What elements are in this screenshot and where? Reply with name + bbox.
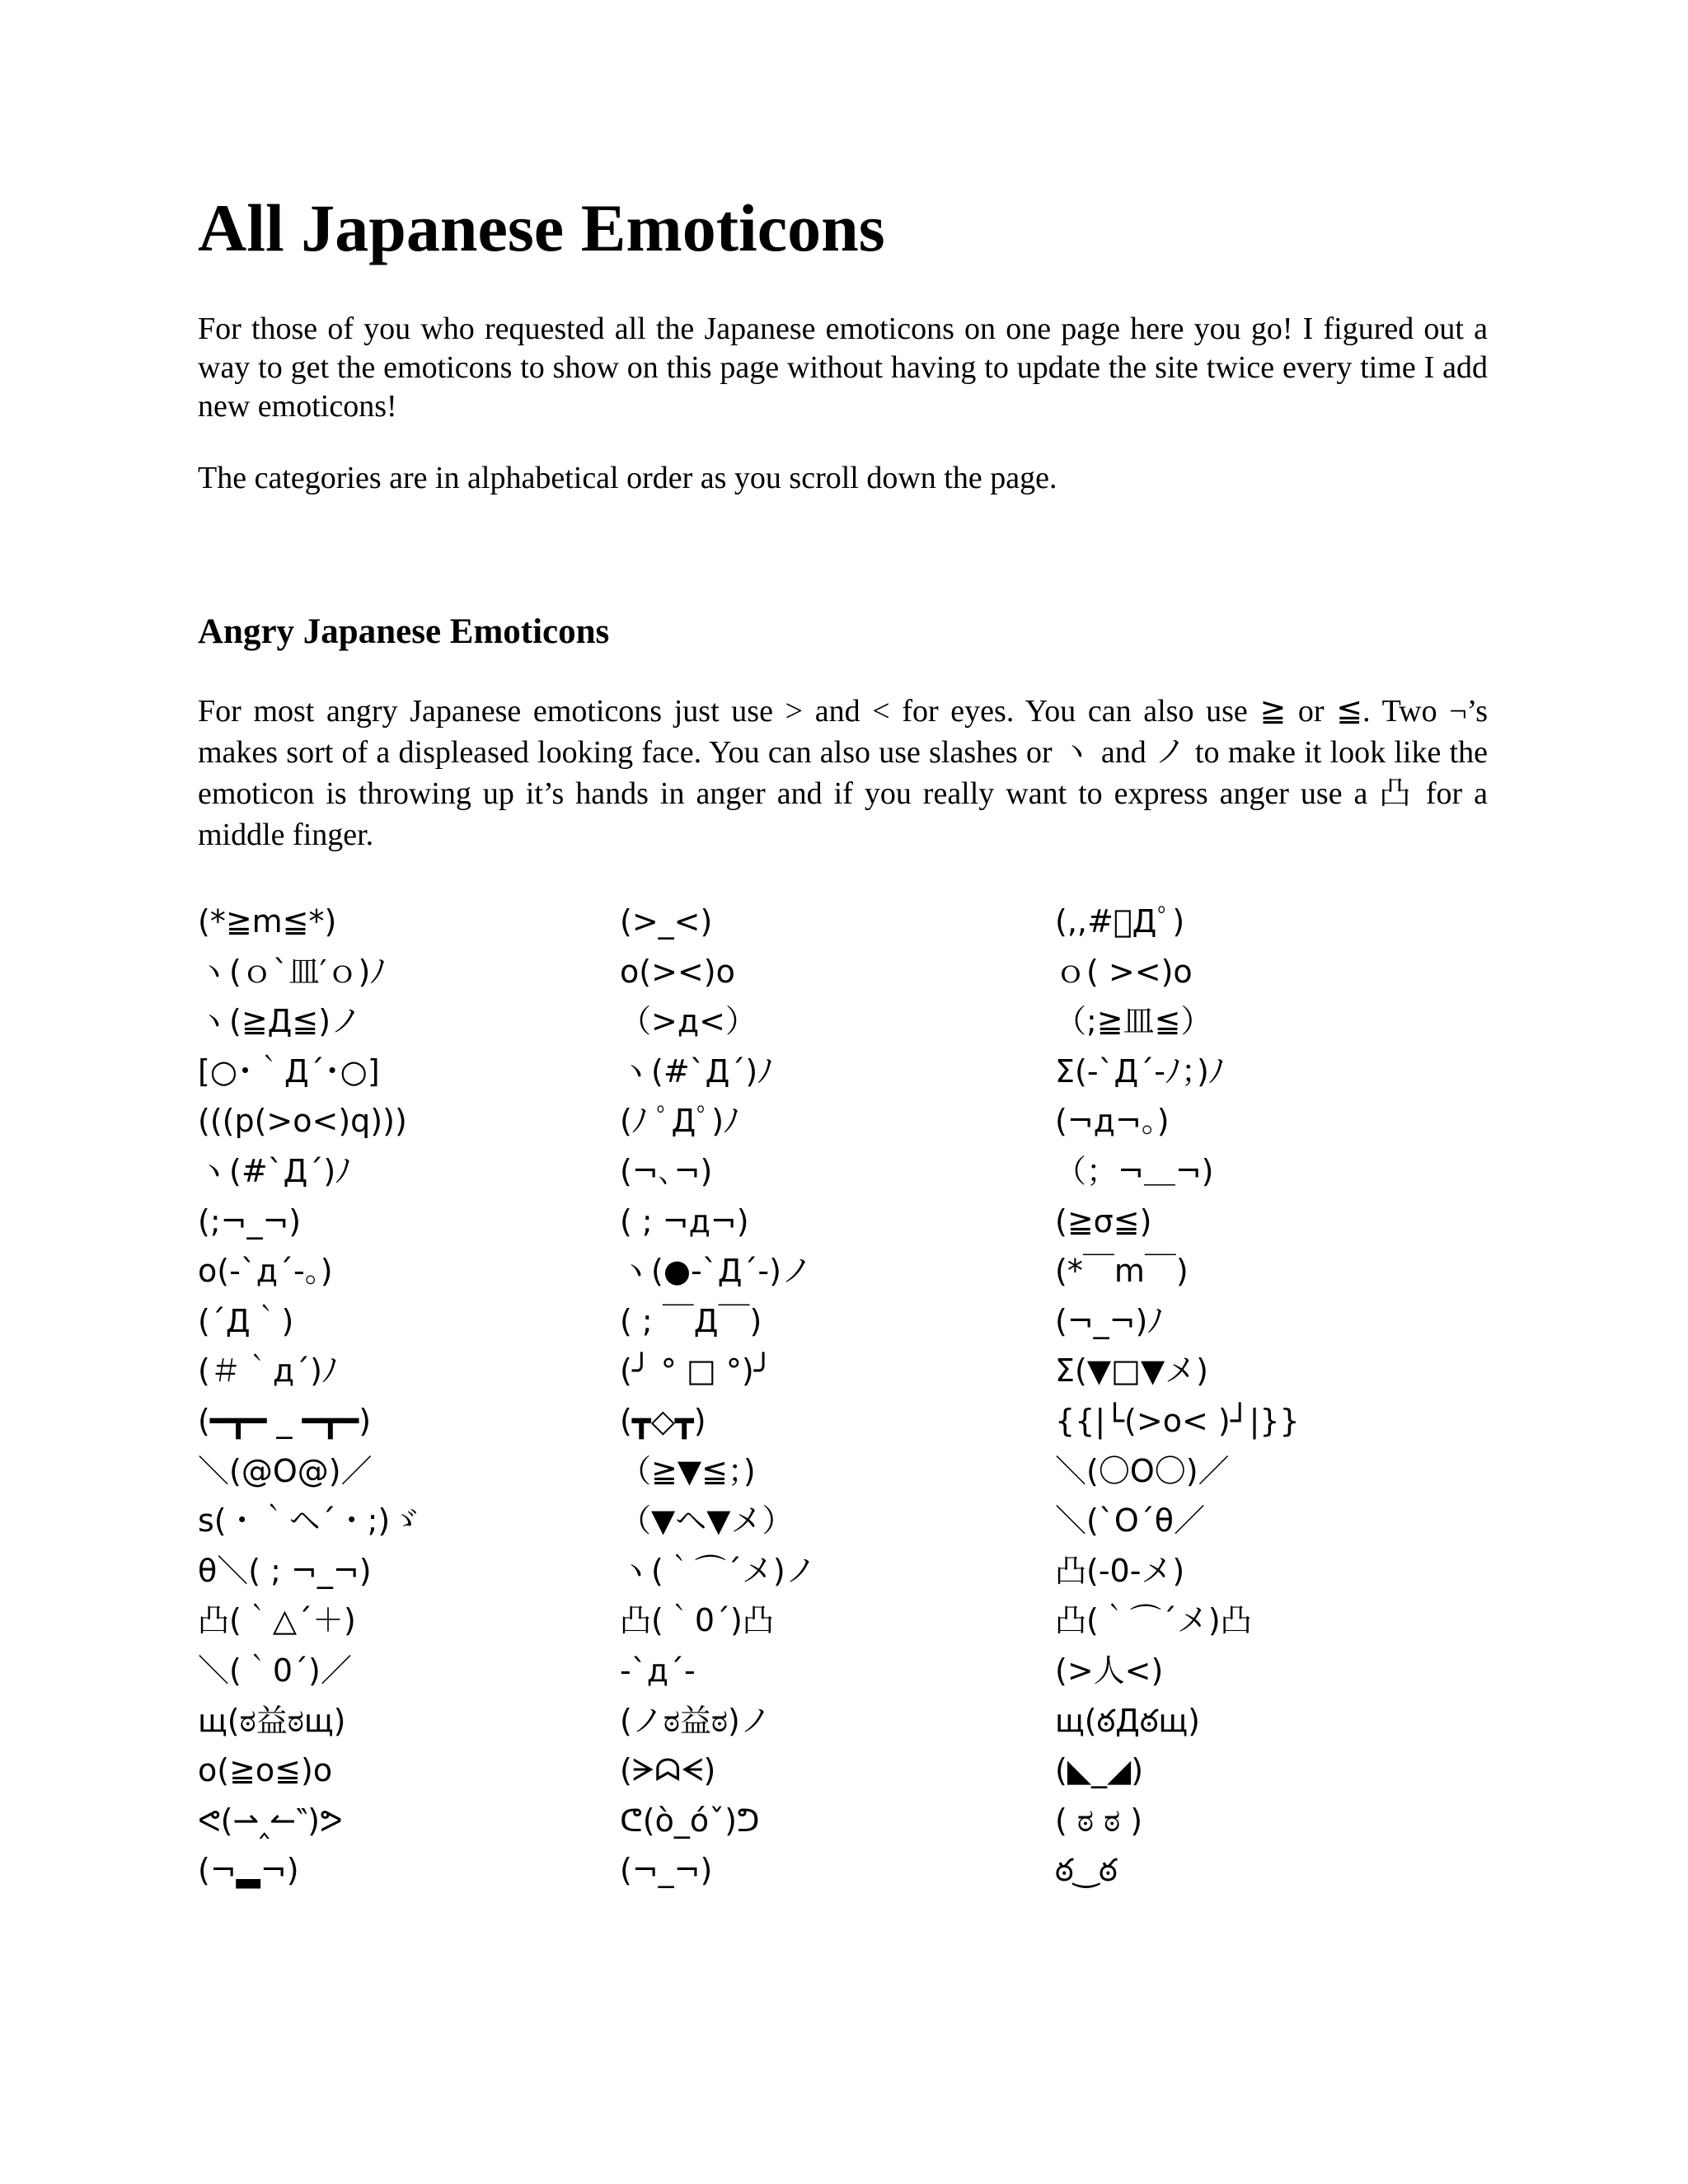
emoticon: (ﾉ ﾟДﾟ)ﾉ: [620, 1103, 740, 1140]
emoticon-column-3: [1055, 897, 1517, 1896]
emoticon: ఠ‿ఠ: [1055, 1852, 1118, 1889]
emoticon: -`д´-: [620, 1652, 696, 1689]
emoticon: （≧▼≦；): [620, 1452, 756, 1489]
emoticon: (≧σ≦): [1055, 1202, 1152, 1240]
emoticon: (>人<): [1055, 1652, 1164, 1689]
emoticon: щ(ಠ益ಠщ): [198, 1702, 346, 1739]
emoticon: (;¬_¬): [198, 1202, 302, 1240]
emoticon: (¬_¬)ﾉ: [1055, 1302, 1164, 1339]
emoticon: ( ; ￣Д￣): [620, 1302, 762, 1339]
emoticon: （;≧皿≦）: [1055, 1003, 1212, 1040]
emoticon: ヽ(≧Д≦)ノ: [198, 1003, 363, 1040]
emoticon: [○･｀Д´･○]: [198, 1052, 380, 1090]
emoticon: ( ; ¬д¬): [620, 1202, 749, 1240]
emoticon: (,,#ﾟДﾟ): [1055, 903, 1185, 940]
emoticon: (((p(>o<)q))): [198, 1103, 407, 1140]
emoticon: ＼(〇O〇)／: [1055, 1452, 1230, 1489]
emoticon: s(・｀ヘ´・;)ゞ: [198, 1502, 422, 1540]
emoticon: 凸(｀0´)凸: [620, 1602, 774, 1639]
emoticon: ( ಠ ಠ ): [1055, 1802, 1143, 1839]
emoticon: (*≧m≦*): [198, 903, 337, 940]
emoticon: (━┳━ _ ━┳━): [198, 1402, 372, 1439]
emoticon: щ(ఠДఠщ): [1055, 1702, 1200, 1739]
emoticon: o(><)o: [620, 953, 735, 990]
emoticon-column-2: [620, 897, 1081, 1896]
emoticon: ヽ(●-`Д´-)ノ: [620, 1253, 813, 1290]
section-heading-angry: Angry Japanese Emoticons: [198, 612, 610, 651]
emoticon: (ᗒᗣᗕ): [620, 1752, 716, 1789]
emoticon: （；¬＿¬): [1055, 1152, 1214, 1189]
emoticon: ＼(｀0´)／: [198, 1652, 352, 1689]
emoticon-column-1: [198, 897, 659, 1896]
emoticon: (┳◇┳): [620, 1402, 706, 1439]
emoticon: (ノಠ益ಠ)ノ: [620, 1702, 771, 1739]
emoticon: (¬д¬。): [1055, 1103, 1170, 1140]
emoticon: o(≧o≦)o: [198, 1752, 333, 1789]
emoticon: (╯ ° □ °)╯: [620, 1352, 773, 1390]
emoticon: 凸(｀△´＋): [198, 1602, 356, 1639]
emoticon: o(-`д´-｡): [198, 1253, 333, 1290]
emoticon: (¬､¬): [620, 1152, 713, 1189]
emoticon: (*￣m￣): [1055, 1253, 1189, 1290]
emoticon: Σ(▼□▼メ): [1055, 1352, 1209, 1390]
emoticon: (´Д｀): [198, 1302, 294, 1339]
emoticon: ヽ(ｏ`皿′ｏ)ﾉ: [198, 953, 387, 990]
emoticon: 凸(-0-メ): [1055, 1552, 1185, 1589]
emoticon: (>_<): [620, 903, 713, 940]
emoticon: θ＼( ; ¬_¬): [198, 1552, 372, 1589]
emoticon: （▼ヘ▼メ）: [620, 1502, 794, 1540]
emoticon: {{|└(>o< )┘|}}: [1055, 1402, 1300, 1439]
emoticon: ヽ(｀⌒´メ)ノ: [620, 1552, 817, 1589]
emoticon: (¬_¬): [620, 1852, 713, 1889]
emoticon: (¬▂¬): [198, 1852, 299, 1889]
page-title: All Japanese Emoticons: [198, 190, 885, 265]
emoticon: （>д<）: [620, 1003, 757, 1040]
emoticon: ＼(`O´θ／: [1055, 1502, 1205, 1540]
emoticon: (＃｀д´)ﾉ: [198, 1352, 338, 1390]
emoticon: ᕦ(ò_óˇ)ᕤ: [620, 1802, 760, 1839]
emoticon: Σ(-`Д´-ﾉ；)ﾉ: [1055, 1052, 1225, 1090]
emoticon: ＼(@O@)／: [198, 1452, 373, 1489]
emoticon: (◣_◢): [1055, 1752, 1144, 1789]
emoticon: 凸(｀⌒´メ)凸: [1055, 1602, 1252, 1639]
emoticon: ｏ( ><)o: [1055, 953, 1193, 990]
intro-paragraph: For those of you who requested all the Japanese emoticons on one page here you go! I figured out a way to get the emoticons to show on this page without having to update the site twice every time I add new emoticons!: [198, 312, 1488, 424]
emoticon: ヽ(#`Д´)ﾉ: [620, 1052, 774, 1090]
emoticon: ᕙ(⇀‸↼‶)ᕗ: [198, 1802, 343, 1839]
section-description-angry: For most angry Japanese emoticons just use > and < for eyes. You can also use ≧ or ≦. Two ¬’s makes sort of a displeased looking face. You can also use slashes or ヽ and ノ to make it look like the emoticon is throwing up it’s hands in anger and if you really want to express anger use a 凸 for a middle finger.: [198, 694, 1488, 852]
intro-note: The categories are in alphabetical order as you scroll down the page.: [198, 461, 1057, 495]
emoticon: ヽ(#`Д´)ﾉ: [198, 1152, 352, 1189]
